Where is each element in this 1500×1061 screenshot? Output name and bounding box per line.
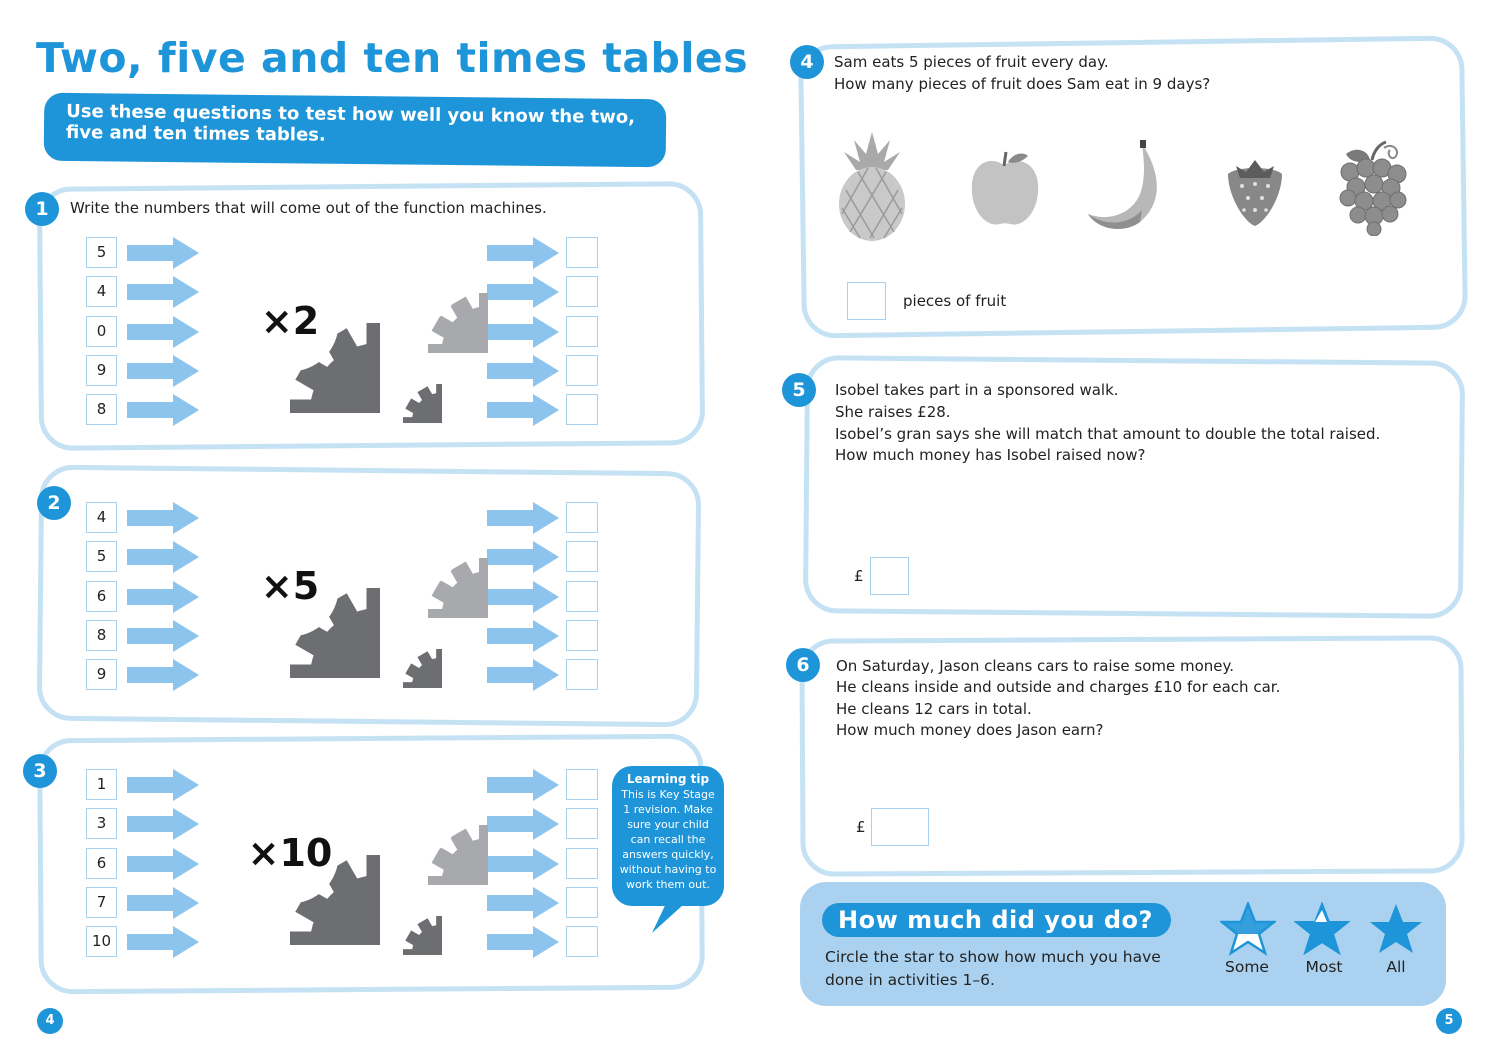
question-5-line: She raises £28. [835, 403, 951, 421]
question-5-answer-box[interactable] [870, 557, 909, 595]
question-6-line: How much money does Jason earn? [836, 721, 1104, 739]
question-5-line: How much money has Isobel raised now? [835, 446, 1146, 464]
output-arrow-icon [487, 808, 559, 840]
output-answer-box[interactable] [566, 541, 598, 572]
input-number-box: 8 [86, 394, 117, 425]
output-arrow-icon [487, 659, 559, 691]
star-all-label: All [1386, 958, 1406, 976]
output-arrow-icon [487, 237, 559, 269]
page-number-right: 5 [1436, 1008, 1462, 1034]
learning-tip-line: 1 revision. Make [623, 803, 713, 816]
output-answer-box[interactable] [566, 276, 598, 307]
learning-tip-line: sure your child [627, 818, 709, 831]
operation-label: ×5 [260, 564, 320, 608]
learning-tip-tail [650, 895, 695, 935]
question-4-answer-box[interactable] [847, 282, 886, 320]
page-title: Two, five and ten times tables [36, 34, 749, 82]
input-arrow-icon [127, 769, 199, 801]
output-answer-box[interactable] [566, 316, 598, 347]
operation-label: ×10 [247, 831, 333, 875]
learning-tip-title: Learning tip [626, 772, 710, 786]
input-arrow-icon [127, 659, 199, 691]
star-some-label: Some [1225, 958, 1269, 976]
output-arrow-icon [487, 316, 559, 348]
question-5-line: Isobel takes part in a sponsored walk. [835, 381, 1119, 399]
strawberry-icon [1222, 152, 1288, 228]
question-4-answer-label: pieces of fruit [903, 292, 1007, 310]
input-arrow-icon [127, 808, 199, 840]
self-assessment-title: How much did you do? [822, 903, 1171, 937]
input-number-box: 1 [86, 769, 117, 800]
output-arrow-icon [487, 620, 559, 652]
input-arrow-icon [127, 541, 199, 573]
star-all-icon[interactable] [1368, 902, 1424, 956]
output-answer-box[interactable] [566, 502, 598, 533]
output-answer-box[interactable] [566, 887, 598, 918]
input-arrow-icon [127, 355, 199, 387]
question-6-line: He cleans inside and outside and charges £10 for each car. [836, 678, 1281, 696]
question-4-line: How many pieces of fruit does Sam eat in 9 days? [834, 75, 1211, 93]
input-number-box: 4 [86, 502, 117, 533]
learning-tip-line: work them out. [626, 878, 710, 891]
question-6-line: On Saturday, Jason cleans cars to raise some money. [836, 657, 1235, 675]
input-arrow-icon [127, 620, 199, 652]
question-5-number: 5 [782, 373, 816, 407]
input-arrow-icon [127, 276, 199, 308]
output-answer-box[interactable] [566, 808, 598, 839]
input-arrow-icon [127, 581, 199, 613]
question-6-line: He cleans 12 cars in total. [836, 700, 1032, 718]
learning-tip-line: can recall the [630, 833, 706, 846]
self-assessment-panel [800, 882, 1446, 1006]
output-answer-box[interactable] [566, 581, 598, 612]
input-number-box: 6 [86, 581, 117, 612]
output-arrow-icon [487, 926, 559, 958]
output-answer-box[interactable] [566, 659, 598, 690]
input-number-box: 0 [86, 316, 117, 347]
output-answer-box[interactable] [566, 848, 598, 879]
output-answer-box[interactable] [566, 926, 598, 957]
page-number-left: 4 [37, 1008, 63, 1034]
output-arrow-icon [487, 848, 559, 880]
output-answer-box[interactable] [566, 769, 598, 800]
input-number-box: 10 [86, 926, 117, 957]
learning-tip-line: without having to [619, 863, 717, 876]
question-4-number: 4 [790, 45, 824, 79]
input-number-box: 9 [86, 659, 117, 690]
question-2-number: 2 [37, 486, 71, 520]
output-arrow-icon [487, 581, 559, 613]
learning-tip-bubble [612, 766, 724, 906]
output-arrow-icon [487, 355, 559, 387]
apple-icon [966, 150, 1044, 230]
output-arrow-icon [487, 276, 559, 308]
input-arrow-icon [127, 848, 199, 880]
learning-tip-line: This is Key Stage [621, 788, 715, 801]
input-number-box: 9 [86, 355, 117, 386]
star-some-icon[interactable] [1220, 902, 1276, 956]
question-5-currency: £ [854, 567, 864, 585]
learning-tip-line: answers quickly, [622, 848, 714, 861]
input-arrow-icon [127, 887, 199, 919]
input-arrow-icon [127, 394, 199, 426]
question-4-line: Sam eats 5 pieces of fruit every day. [834, 53, 1109, 71]
intro-text: Use these questions to test how well you know the two, five and ten times tables. [65, 100, 636, 146]
input-number-box: 6 [86, 848, 117, 879]
output-answer-box[interactable] [566, 620, 598, 651]
input-arrow-icon [127, 316, 199, 348]
pineapple-icon [834, 128, 910, 244]
intro-banner [44, 93, 667, 168]
input-number-box: 4 [86, 276, 117, 307]
input-number-box: 5 [86, 237, 117, 268]
grapes-icon [1334, 140, 1414, 236]
output-arrow-icon [487, 394, 559, 426]
question-1-text: Write the numbers that will come out of the function machines. [70, 199, 547, 217]
question-1-number: 1 [25, 192, 59, 226]
question-6-answer-box[interactable] [871, 808, 929, 846]
input-number-box: 7 [86, 887, 117, 918]
output-arrow-icon [487, 887, 559, 919]
self-assessment-text: Circle the star to show how much you have done in activities 1–6. [825, 948, 1161, 989]
output-arrow-icon [487, 541, 559, 573]
output-answer-box[interactable] [566, 394, 598, 425]
input-number-box: 5 [86, 541, 117, 572]
input-arrow-icon [127, 502, 199, 534]
input-arrow-icon [127, 237, 199, 269]
output-arrow-icon [487, 769, 559, 801]
operation-label: ×2 [260, 299, 320, 343]
question-3-number: 3 [23, 754, 57, 788]
star-most-icon[interactable] [1294, 902, 1350, 956]
star-most-label: Most [1305, 958, 1343, 976]
output-answer-box[interactable] [566, 355, 598, 386]
output-arrow-icon [487, 502, 559, 534]
input-number-box: 8 [86, 620, 117, 651]
input-arrow-icon [127, 926, 199, 958]
question-6-currency: £ [856, 818, 866, 836]
question-6-number: 6 [786, 648, 820, 682]
input-number-box: 3 [86, 808, 117, 839]
output-answer-box[interactable] [566, 237, 598, 268]
question-5-line: Isobel’s gran says she will match that amount to double the total raised. [835, 425, 1381, 443]
banana-icon [1084, 138, 1174, 236]
